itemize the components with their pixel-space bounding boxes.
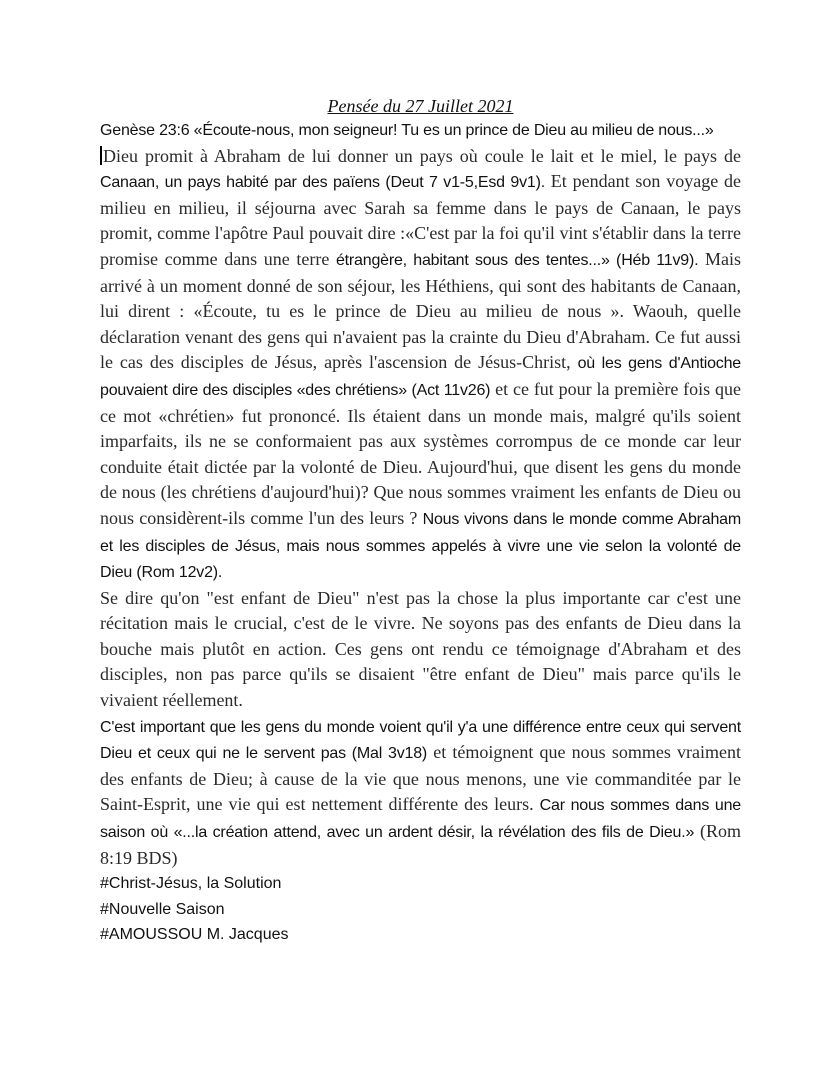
hashtag-2: #Nouvelle Saison — [100, 900, 225, 918]
para3-run-bold: C'est important que les gens du monde voient qu'il y'a une différence entre ceux qui servent Dieu et ceux qui ne le servent pas (Mal 3v18) — [100, 718, 741, 763]
para1-run-regular: Et pendant son voyage de milieu en milieu, il séjourna avec Sarah sa femme dans le pays de Canaan, le pays promit, comme l'apôtre Paul pouvait dire :«C'est par la foi qu'il vint s'établir dans la terre promise comme dans une terre — [100, 171, 741, 269]
para1-run-bold: étrangère, habitant sous des tentes...» (Héb 11v9). — [335, 251, 699, 269]
para3-run-regular: (Rom 8:19 BDS) — [100, 821, 741, 868]
para1-run-regular: et ce fut pour la première fois que ce mot «chrétien» fut prononcé. Ils étaient dans un monde mais, malgré qu'ils soient imparfaits, ils ne se conformaient pas aux systèmes corrompus de ce monde car leur conduite était dictée par la volonté de Dieu. Aujourd'hui, que disent les gens du monde de nous (les chrétiens d'aujourd'hui)? Que nous sommes vraiment les enfants de Dieu ou nous considèrent-ils comme l'un des leurs ? — [100, 378, 741, 528]
para1-run-bold: Nous vivons dans le monde comme Abraham et les disciples de Jésus, mais nous sommes appelés à vivre une vie selon la volonté de Dieu (Rom 12v2). — [100, 510, 742, 582]
hashtags — [100, 871, 741, 948]
para1-run-bold: Canaan, un pays habité par des païens (Deut 7 v1-5,Esd 9v1). — [100, 174, 545, 192]
paragraph-2: Se dire qu'on "est enfant de Dieu" n'est pas la chose la plus importante car c'est une récitation mais le crucial, c'est de le vivre. Ne soyons pas des enfants de Dieu dans la bouche mais plutôt en action. Ces gens ont rendu ce témoignage d'Abraham et des disciples, non pas parce qu'ils se disaient "être enfant de Dieu" mais parce qu'ils le vivaient réellement. — [100, 587, 741, 711]
verse-heading: Genèse 23:6 «Écoute-nous, mon seigneur! Tu es un prince de Dieu au milieu de nous...» — [100, 122, 714, 139]
para1-run-bold: où les gens d'Antioche pouvaient dire des disciples «des chrétiens» (Act 11v26) — [100, 355, 741, 399]
hashtag-1: #Christ-Jésus, la Solution — [100, 875, 282, 893]
para3-run-regular: et témoignent que nous sommes vraiment des enfants de Dieu; à cause de la vie que nous menons, une vie commanditée par le Saint-Esprit, une vie qui est nettement différente des leurs. — [100, 742, 741, 815]
text-cursor — [100, 146, 102, 165]
hashtag-3: #AMOUSSOU M. Jacques — [100, 926, 289, 944]
para3-run-bold: Car nous sommes dans une saison où «...la création attend, avec un ardent désir, la révélation des fils de Dieu.» — [100, 797, 741, 842]
paragraph-3 — [100, 714, 741, 872]
paragraph-1-content — [100, 146, 741, 582]
para1-run-regular: Mais arrivé à un moment donné de son séjour, les Héthiens, qui sont des habitants de Canaan, lui dirent : «Écoute, tu es le prince de Dieu au milieu de nous ». Waouh, quelle déclaration venant des gens qui n'avaient pas la crainte du Dieu d'Abraham. Ce fut aussi le cas des disciples de Jésus, après l'ascension de Jésus-Christ, — [100, 248, 742, 373]
page-title: Pensée du 27 Juillet 2021 — [327, 96, 514, 116]
paragraph-3-content — [100, 716, 741, 868]
paragraph-1 — [100, 144, 741, 586]
para1-run-regular: Dieu promit à Abraham de lui donner un pays où coule le lait et le miel, le pays de — [103, 145, 741, 166]
